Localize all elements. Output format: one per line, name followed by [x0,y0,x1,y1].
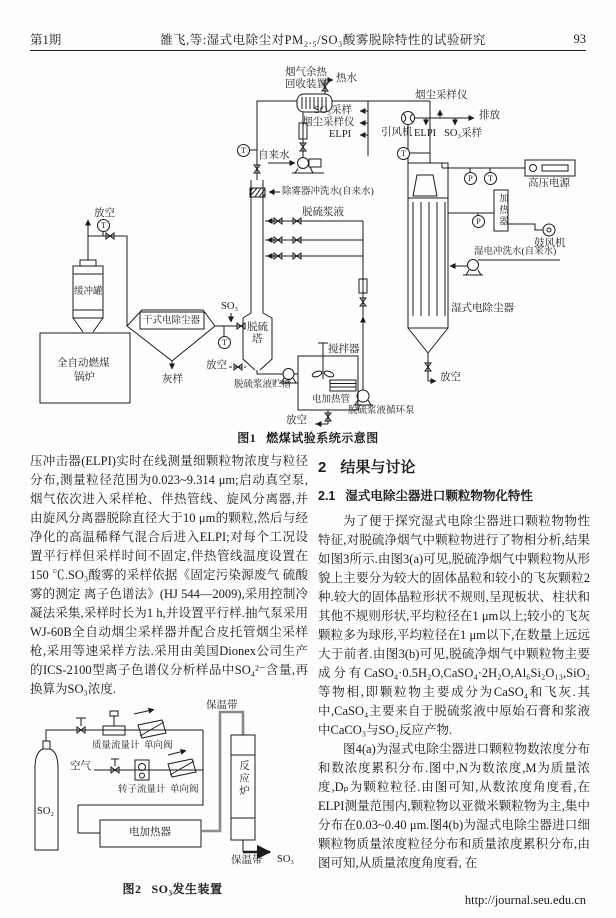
so3-injection-label: SO₃ [221,301,239,312]
temperature-gauge-icon: T [237,144,250,157]
boiler-label-2: 锅炉 [74,372,95,383]
air-label: 空气 [70,761,91,772]
heating-tube-label: 电加热管 [312,395,351,405]
mass-flow-meter-label: 质量流量计 [92,741,140,751]
elpi-label: ELPI [329,129,352,140]
pressure-gauge-icon: P [472,215,485,228]
so3-output-label: SO₃ [277,854,295,865]
tower-label-1: 脱硫 [247,322,268,333]
so3-sampling-label: SO₃采样 [314,105,353,116]
wet-esp-shape [408,163,448,381]
figure1-caption-title: 燃煤试验系统示意图 [266,431,379,445]
slurry-tank-label: 脱硫浆液贮槽 [234,380,292,390]
check-valve-label: 单向阀 [170,785,199,795]
reaction-furnace-label: 反应炉 [238,760,249,798]
figure2-caption-title: SO₃发生装置 [151,882,223,896]
subsection-title: 湿式电除尘器进口颗粒物物化特性 [345,489,533,503]
insulation-label: 保温带 [206,700,238,711]
vent-label: 放空 [206,360,227,371]
dry-esp-label: 干式电除尘器 [143,316,201,326]
subsection-heading [318,487,590,506]
so2-gas-line [46,710,203,742]
slurry-label: 脱硫浆液 [302,207,344,218]
subsection-number: 2.1 [318,489,336,503]
running-title: 雒飞,等:湿式电除尘对PM₂.₅/SO₃酸雾脱除特性的试验研究 [160,33,486,47]
page-header [30,28,586,51]
section-title: 结果与讨论 [340,459,416,476]
vent-label: 放空 [94,208,115,219]
section-heading [318,458,590,477]
electric-heater-label: 电加热器 [129,827,171,838]
slurry-circulation-pump-shape [354,390,373,405]
left-column [30,452,308,699]
hot-water-label: 热水 [336,73,357,84]
dust-sampler-label: 烟尘采样仪 [302,117,355,128]
boiler-label-1: 全自动燃煤 [57,358,110,369]
so2-label: SO₂ [37,806,55,817]
heater-label: 加热器 [497,193,507,228]
temperature-gauge-icon: T [397,147,410,160]
wet-esp-wash-label: 湿电冲洗水(自来水) [474,247,557,257]
rotameter-label: 转子流量计 [118,785,166,795]
section-number: 2 [318,459,327,476]
body-paragraph: 为了便于探究湿式电除尘器进口颗粒物物性特征,对脱硫净烟气中颗粒物进行了物相分析,结果如图3所示.由图3(a)可见,脱硫净烟气中颗粒物从形貌上主要分为较大的固体晶粒和较小的飞灰颗粒2种.较大的固体晶粒形状不规则,呈现板状、柱状和其他不规则形状,平均粒径在1 μm以上;较小的飞灰颗粒多为球形,平均粒径在1 μm以下,在数量上远远大于前者.由图3(b)可见,脱硫净烟气中颗粒物主要成分有CaSO₄·0.5H₂O,CaSO₄·2H₂O,Al₆Si₂O₁₃,SiO₂等物相,即颗粒物主要成分为CaSO₄和飞灰.其中,CaSO₄主要来自于脱硫浆液中原始石膏和浆液中CaCO₃与SO₂反应产物. [318,514,590,737]
figure2-caption-number: 图2 [122,882,142,896]
body-paragraph: 压冲击器(ELPI)实时在线测量细颗粒物浓度与粒径分布,测量粒径范围为0.023~9.314 μm;启动真空泵,烟气依次进入采样枪、伴热管线、旋风分离器,并由旋风分离器脱除直径大于10 μm的颗粒,然后与经净化的高温稀释气混合后进入ELPI;对每个工况设置平行样但采样时间不固定,伴热管线温度设置在150 ℃.SO₃酸雾的采样依据《固定污染源废气 硫酸雾的测定 离子色谱法》(HJ 544—2009),采用控制冷凝法采集,采样时长为1 h,并设置平行样.抽气泵采用WJ-60B全自动烟尘采样器并配合皮托管烟尘采样枪,采用等速采样方法.采用由美国Dionex公司生产的ICS-2100型离子色谱仪分析样品中SO₄²⁻含量,再换算为SO₃浓度. [30,454,308,696]
discharge-label: 排放 [479,110,500,121]
demister-wash-label: 除雾器冲洗水(自来水) [282,187,374,197]
body-paragraph: 图4(a)为湿式电除尘器进口颗粒物数浓度分布和数浓度累积分布.图中,N为数浓度,M为质量浓度,Dₚ为颗粒粒径.由图可知,从数浓度角度看,在ELPI测量范围内,颗粒物以亚微米颗粒物为主,集中分布在0.03~0.40 μm.图4(b)为湿式电除尘器进口细颗粒物质量浓度粒径分布和质量浓度累积分布,由图可知,从质量浓度角度看, 在 [318,742,590,870]
journal-url: http://journal.seu.edu.cn [464,893,586,907]
wet-esp-label: 湿式电除尘器 [451,303,514,314]
ash-sample-label: 灰样 [162,374,183,385]
page-number: 93 [573,31,586,46]
heat-recovery-label-2: 回收装置 [285,79,327,90]
slurry-spray-lines [265,218,367,390]
buffer-tank-label: 缓冲罐 [74,287,103,297]
so3-sampling-label: SO₃采样 [444,128,483,139]
tower-label-2: 塔 [252,334,263,345]
air-line [94,751,203,781]
vent-label: 放空 [440,372,461,383]
elpi-label: ELPI [414,128,437,139]
vent-label: 放空 [286,415,307,426]
figure1-caption [0,429,616,446]
so3-outlet-line [243,840,270,852]
wet-esp-wash-shape [450,260,560,276]
slurry-pump-label: 脱硫浆液循环泵 [348,406,415,416]
insulation-label: 保温带 [231,855,263,866]
stirrer-label: 搅拌器 [328,344,360,355]
figure1-caption-number: 图1 [237,431,257,445]
pressure-gauge-icon: P [464,172,477,185]
check-valve-label: 单向阀 [144,741,173,751]
figure2-so3-generator [30,700,315,878]
dust-sampler-label: 烟尘采样仪 [415,90,468,101]
figure1-coal-test-system [30,66,586,438]
issue-label: 第1期 [30,33,62,47]
temperature-gauge-icon: T [484,172,497,185]
hv-power-shape [442,160,575,176]
tap-water-label: 自来水 [258,150,290,161]
heat-recovery-label-1: 烟气余热 [285,67,327,78]
right-column [318,452,590,873]
id-fan-label: 引风机 [381,127,413,138]
hv-power-label: 高压电源 [528,178,570,189]
blower-label: 鼓风机 [534,238,566,249]
temperature-gauge-icon: T [218,336,231,349]
so2-cylinder-shape [35,741,58,850]
temperature-gauge-icon: T [97,219,110,232]
